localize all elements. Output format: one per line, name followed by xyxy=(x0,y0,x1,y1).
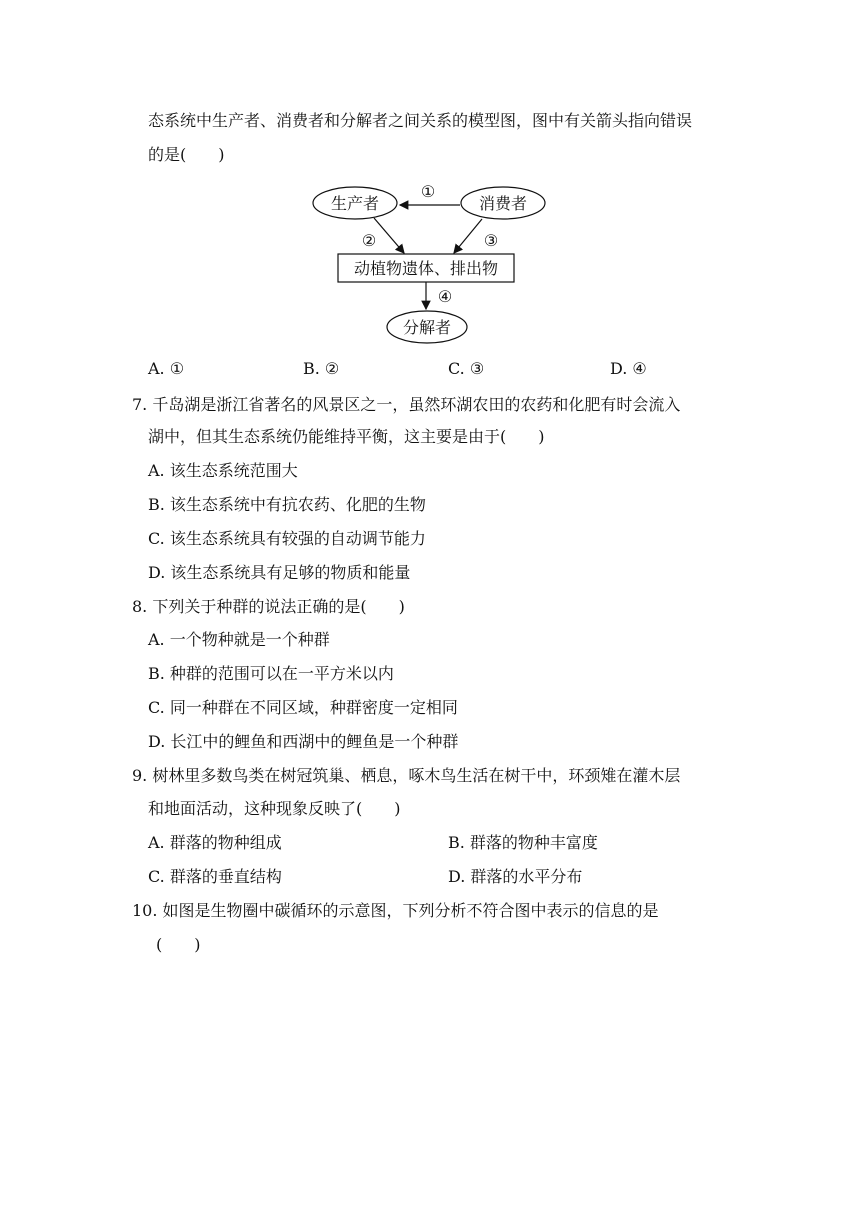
arrow-2-label: ② xyxy=(361,231,377,250)
q8-option-c: C. 同一种群在不同区域，种群密度一定相同 xyxy=(148,698,458,717)
q6-stem-line2: 的是( ) xyxy=(148,145,225,164)
q7-line1: 7. 千岛湖是浙江省著名的风景区之一，虽然环湖农田的农药和化肥有时会流入 xyxy=(132,395,681,414)
q9-option-d: D. 群落的水平分布 xyxy=(448,867,583,886)
q6-stem-line1: 态系统中生产者、消费者和分解者之间关系的模型图，图中有关箭头指向错误 xyxy=(148,111,693,130)
q10-line2: ( ) xyxy=(156,935,201,954)
decomposer-label: 分解者 xyxy=(402,318,452,337)
remains-label: 动植物遗体、排出物 xyxy=(353,259,499,278)
q6-option-b: B. ② xyxy=(303,359,340,378)
arrow-3 xyxy=(454,219,482,253)
q6-option-c: C. ③ xyxy=(448,359,485,378)
consumer-label: 消费者 xyxy=(478,194,528,213)
q7-option-d: D. 该生态系统具有足够的物质和能量 xyxy=(148,563,411,582)
q6-option-a: A. ① xyxy=(148,359,185,378)
q6-option-d: D. ④ xyxy=(610,359,647,378)
q8-option-a: A. 一个物种就是一个种群 xyxy=(148,630,330,649)
producer-label: 生产者 xyxy=(330,194,380,213)
arrow-4-label: ④ xyxy=(437,287,453,306)
q6-food-web-diagram xyxy=(310,178,550,348)
q7-option-b: B. 该生态系统中有抗农药、化肥的生物 xyxy=(148,495,426,514)
q8-line1: 8. 下列关于种群的说法正确的是( ) xyxy=(132,597,405,616)
arrow-1-label: ① xyxy=(420,182,436,201)
q9-option-a: A. 群落的物种组成 xyxy=(148,833,282,852)
q8-option-d: D. 长江中的鲤鱼和西湖中的鲤鱼是一个种群 xyxy=(148,732,459,751)
q9-line1: 9. 树林里多数鸟类在树冠筑巢、栖息，啄木鸟生活在树干中，环颈雉在灌木层 xyxy=(132,766,681,785)
q7-option-c: C. 该生态系统具有较强的自动调节能力 xyxy=(148,529,426,548)
q9-option-c: C. 群落的垂直结构 xyxy=(148,867,282,886)
q9-line2: 和地面活动，这种现象反映了( ) xyxy=(148,799,401,818)
q10-line1: 10. 如图是生物圈中碳循环的示意图，下列分析不符合图中表示的信息的是 xyxy=(132,901,659,920)
q7-option-a: A. 该生态系统范围大 xyxy=(148,461,298,480)
q8-option-b: B. 种群的范围可以在一平方米以内 xyxy=(148,664,394,683)
q9-option-b: B. 群落的物种丰富度 xyxy=(448,833,598,852)
arrow-3-label: ③ xyxy=(483,231,499,250)
arrow-2 xyxy=(374,218,404,253)
q7-line2: 湖中，但其生态系统仍能维持平衡，这主要是由于( ) xyxy=(148,427,545,446)
